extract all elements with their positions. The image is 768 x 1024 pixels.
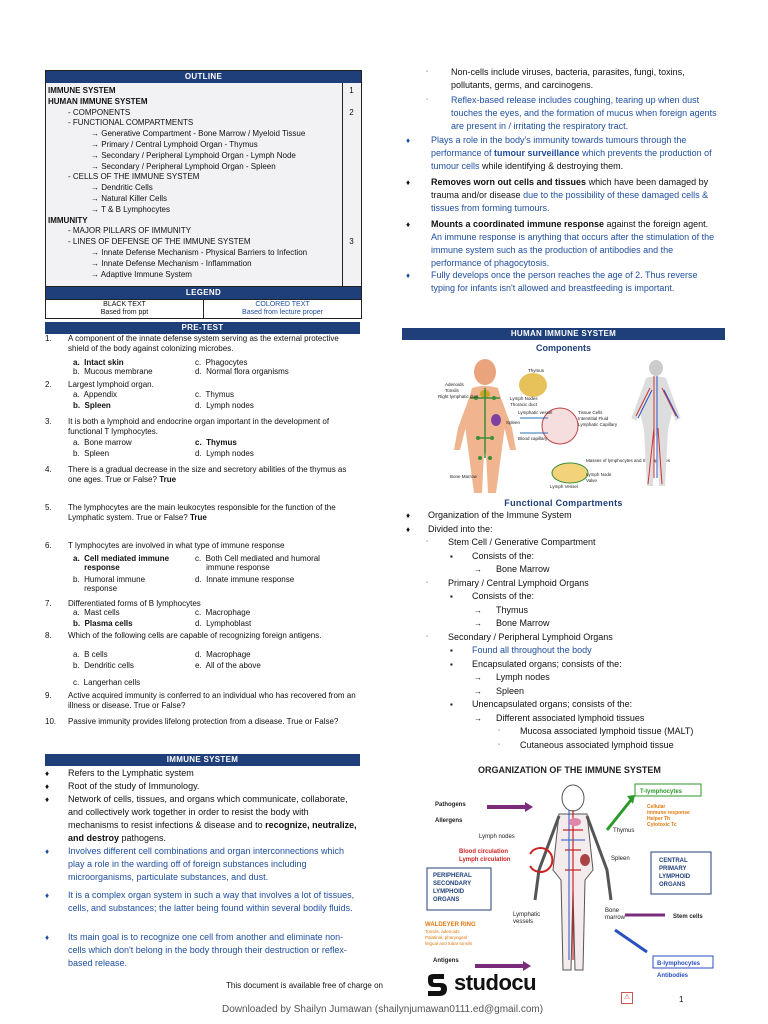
bullet-icon: ♦ <box>406 220 411 229</box>
question-number: 6. <box>45 541 52 550</box>
svg-text:Lymph nodes: Lymph nodes <box>479 834 515 840</box>
bullet-text <box>68 889 358 915</box>
bullet-text-main: Refers to the Lymphatic system <box>68 768 194 778</box>
outline-row: → Innate Defense Mechanism - Physical Barriers to Infection <box>91 248 308 257</box>
answer-choice: b. Spleen <box>73 401 111 410</box>
list-bullet-icon: ▪ <box>450 700 453 709</box>
multiline-label: Lymphatic vessels <box>513 912 541 925</box>
list-bullet-icon: ◦ <box>426 579 429 586</box>
list-item-text: Bone Marrow <box>496 618 550 628</box>
bullet-icon: ♦ <box>45 847 50 856</box>
svg-text:Lymph Vessel: Lymph Vessel <box>550 484 578 489</box>
answer-choice: b. Mucous membrane <box>73 367 153 376</box>
lymph-node-inset <box>552 463 588 483</box>
svg-text:Lymph Nodes: Lymph Nodes <box>510 396 538 401</box>
svg-text:Pathogens: Pathogens <box>435 802 466 808</box>
answer-choice: c. Phagocytes <box>195 358 248 367</box>
outline-row: HUMAN IMMUNE SYSTEM <box>48 96 148 106</box>
bullet-bold: Mounts a coordinated immune response <box>431 219 605 229</box>
question-text <box>68 417 358 437</box>
svg-text:Right lymphatic duct: Right lymphatic duct <box>438 394 479 399</box>
list-bullet-icon: ♦ <box>406 524 411 534</box>
figure-head <box>474 359 496 385</box>
outline-row: → Natural Killer Cells <box>91 194 168 203</box>
bullet-pre: Plays a role in the body's immunity towards tumours through the performance of <box>431 135 687 158</box>
studocu-logo-icon <box>424 972 450 998</box>
svg-text:Spleen: Spleen <box>506 420 521 425</box>
bullet-post2: due to the possibility of these damaged cells & tissues from forming tumours. <box>431 190 709 213</box>
bullet-text <box>431 218 721 270</box>
question-text <box>68 503 358 523</box>
question-body: There is a gradual decrease in the size and secretory abilities of the thymus as one ages. True or False? <box>68 465 347 484</box>
pretest-question <box>45 380 360 420</box>
outline-row: - COMPONENTS <box>68 107 131 117</box>
outline-row: → Primary / Central Lymphoid Organ - Thymus <box>91 140 258 149</box>
list-bullet-icon: → <box>474 673 482 682</box>
svg-text:Thymus: Thymus <box>613 828 635 834</box>
bullet-text <box>68 845 358 884</box>
bullet-text-main: Involves different cell combinations and organ interconnections which play a role in the warding off of foreign substances including microorganisms, particulate substances, and dust. <box>68 846 344 882</box>
bullet-icon: ♦ <box>406 178 411 187</box>
functional-list <box>402 509 725 759</box>
bullet-item <box>45 793 363 853</box>
question-number: 3. <box>45 417 52 426</box>
outline-row: → Innate Defense Mechanism - Inflammation <box>91 258 252 268</box>
answer-choice: a. Bone marrow <box>73 438 132 447</box>
svg-text:Lymphatic Capillary: Lymphatic Capillary <box>578 422 618 427</box>
svg-text:Valve: Valve <box>586 478 597 483</box>
list-item-text: Thymus <box>496 604 529 615</box>
sub-bullet-text: Non-cells include viruses, bacteria, parasites, fungi, toxins, pollutants, germs, and carcinogens. <box>451 67 685 90</box>
answer-choice: b. Plasma cells <box>73 619 133 628</box>
immune-system-section <box>45 767 365 972</box>
outline-row: → Adaptive Immune System <box>91 269 192 279</box>
answer-choice: d. Macrophage <box>195 650 251 659</box>
answer-choice: d. Innate immune response <box>195 575 295 584</box>
answer-choice: c. Thymus <box>195 390 234 399</box>
list-item-text: Stem Cell / Generative Compartment <box>448 537 596 547</box>
svg-text:Blood circulation: Blood circulation <box>459 849 509 855</box>
bullet-post: which have been damaged by trauma and/or disease <box>431 177 709 200</box>
org-head <box>562 785 584 811</box>
question-number: 8. <box>45 631 52 640</box>
footer-available: This document is available free of charge on <box>226 981 383 990</box>
outline-row: IMMUNE SYSTEM <box>48 86 116 95</box>
figure2-head <box>649 360 663 376</box>
bullet-text-main: Network of cells, tissues, and organs which communicate, collaborate, and collectively work together in order to resist the body with mechanisms to resist infections & disease and to <box>68 794 348 830</box>
legend-black-desc: Based from ppt <box>100 309 149 316</box>
footer-downloaded: Downloaded by Shailyn Jumawan (shailynjumawan0111.ed@gmail.com) <box>222 1004 544 1015</box>
svg-text:Tissue Cells: Tissue Cells <box>578 410 603 415</box>
bullet-icon: ♦ <box>45 795 50 804</box>
svg-text:Blood capillary: Blood capillary <box>518 436 548 441</box>
svg-text:Stem cells: Stem cells <box>673 914 703 920</box>
bullet-text <box>68 793 358 845</box>
question-text <box>68 541 358 551</box>
bullet-text <box>68 780 358 793</box>
spleen-shape <box>491 414 501 426</box>
question-body: It is both a lymphoid and endocrine organ important in the development of functional T lymphocytes. <box>68 417 330 436</box>
org-spleen <box>580 854 590 866</box>
bullet-bold: Removes worn out cells and tissues <box>431 177 587 187</box>
svg-text:Antibodies: Antibodies <box>657 973 688 978</box>
question-number: 7. <box>45 599 52 608</box>
bullet-icon: ♦ <box>45 891 50 900</box>
answer-choice: a. B cells <box>73 650 108 659</box>
question-body: Passive immunity provides lifelong protection from a disease. True or False? <box>68 717 339 726</box>
question-body: Active acquired immunity is conferred to an individual who has recovered from an illness or disease. True or False? <box>68 691 356 710</box>
svg-text:B-lymphocytes: B-lymphocytes <box>657 961 701 967</box>
list-bullet-icon: ◦ <box>498 741 501 748</box>
outline-header: OUTLINE <box>46 71 361 83</box>
bullet-icon: ♦ <box>406 271 411 280</box>
svg-text:Antigens: Antigens <box>433 958 459 964</box>
svg-text:Lymph circulation: Lymph circulation <box>459 857 511 863</box>
bullet-text <box>68 931 358 970</box>
human-immune-header: HUMAN IMMUNE SYSTEM <box>402 328 725 340</box>
bullet-text <box>68 767 358 780</box>
list-item-text: Primary / Central Lymphoid Organs <box>448 577 589 588</box>
bullet-post: which prevents the production of tumour cells <box>431 148 712 171</box>
t-lymph-arrow <box>607 800 631 830</box>
bullet-text-main: Root of the study of Immunology. <box>68 781 200 791</box>
answer-choice: d. Lymphoblast <box>195 619 252 628</box>
immune-system-header: IMMUNE SYSTEM <box>45 754 360 766</box>
bullet-plain: Fully develops once the person reaches the age of 2. Thus reverse typing for infants isn't allowed and breastfeeding is important. <box>431 270 698 293</box>
question-number: 10. <box>45 717 57 726</box>
list-item-text: Lymph nodes <box>496 672 550 682</box>
bullet-icon: ♦ <box>45 782 50 791</box>
svg-text:Thoracic duct: Thoracic duct <box>510 402 538 407</box>
figure2-title: ORGANIZATION OF THE IMMUNE SYSTEM <box>478 765 661 775</box>
svg-text:Tonsils: Tonsils <box>445 388 459 393</box>
question-text <box>68 717 358 727</box>
list-bullet-icon: → <box>474 619 482 628</box>
list-bullet-icon: ▪ <box>450 646 453 655</box>
multiline-label: PERIPHERAL SECONDARY LYMPHOID ORGANS <box>433 873 472 903</box>
multiline-label: Bone marrow <box>605 908 626 921</box>
legend-black <box>46 300 203 318</box>
answer-choice: d. Lymph nodes <box>195 401 254 410</box>
question-body: Largest lymphoid organ. <box>68 380 154 389</box>
outline-row: - LINES OF DEFENSE OF THE IMMUNE SYSTEM <box>68 237 251 247</box>
answer-choice: d. Normal flora organisms <box>195 367 289 376</box>
b-lymph-arrow <box>615 930 647 952</box>
page-number: 1 <box>679 995 684 1004</box>
sub-bullet-text: Reflex-based release includes coughing, tearing up when dust touches the eyes, and the formation of mucus when foreign agents are present in / irritating the respiratory tract. <box>451 95 717 131</box>
answer-choice: a. Mast cells <box>73 608 120 617</box>
list-bullet-icon: → <box>474 605 482 615</box>
bullet-post: against the foreign agent. <box>604 219 709 229</box>
outline-page-number: 1 <box>349 86 354 95</box>
functional-header: Functional Compartments <box>402 497 725 509</box>
bullet-bold: tumour surveillance <box>494 148 580 158</box>
list-bullet-icon: ◦ <box>498 728 501 734</box>
bullet-text <box>431 176 721 215</box>
multiline-label: CENTRAL PRIMARY LYMPHOID ORGANS <box>659 858 691 888</box>
outline-page-number: 2 <box>349 107 354 117</box>
list-bullet-icon: ▪ <box>450 659 453 669</box>
answer-choice: c. Langerhan cells <box>73 678 141 687</box>
list-item-text: Consists of the: <box>472 550 535 561</box>
question-text <box>68 465 358 485</box>
components-header: Components <box>402 342 725 355</box>
answer-choice: e. All of the above <box>195 661 261 670</box>
svg-text:Interstitial Fluid: Interstitial Fluid <box>578 416 609 421</box>
org-thymus <box>569 818 581 826</box>
pretest-question <box>45 717 360 757</box>
bullet-tail: pathogens. <box>119 833 167 843</box>
list-item-text: Spleen <box>496 685 525 696</box>
list-item-text: Organization of the Immune System <box>428 510 572 520</box>
right-top-section <box>402 66 725 316</box>
outline-page-number: 3 <box>349 237 354 247</box>
bullet-icon: ♦ <box>406 136 411 145</box>
sub-bullet-icon: ◦ <box>426 97 429 103</box>
bullet-icon: ♦ <box>45 933 50 942</box>
answer-choice: b. Humoral immune response <box>73 575 146 593</box>
outline-table <box>45 70 362 319</box>
bullet-text <box>431 134 721 173</box>
list-bullet-icon: ◦ <box>426 539 429 545</box>
legend-header: LEGEND <box>46 286 361 299</box>
multiline-label: Cellular immune response Helper Th Cytotoxic Tc <box>647 804 690 828</box>
list-bullet-icon: ▪ <box>450 592 453 601</box>
question-text <box>68 631 358 641</box>
pretest-question <box>45 465 360 505</box>
list-item-text: Secondary / Peripheral Lymphoid Organs <box>448 631 613 642</box>
bullet-bold: recognize, neutralize, and destroy <box>68 820 357 843</box>
svg-text:Bone Marrow: Bone Marrow <box>450 474 477 479</box>
question-text <box>68 334 358 354</box>
organization-figure <box>425 780 725 978</box>
studocu-brand[interactable]: studocu <box>454 970 537 995</box>
bullet-text <box>431 269 721 295</box>
bullet-icon: ♦ <box>45 769 50 778</box>
list-bullet-icon: ◦ <box>426 633 429 640</box>
sub-bullet-icon: ◦ <box>426 69 429 75</box>
list-item-text: Different associated lymphoid tissues <box>496 712 645 723</box>
list-bullet-icon: ▪ <box>450 551 453 561</box>
question-body: The lymphocytes are the main leukocytes responsible for the function of the Lymphatic system. True or False? <box>68 503 336 522</box>
svg-text:WALDEYER RING: WALDEYER RING <box>425 922 476 928</box>
answer-choice: c. Both Cell mediated and humoral immune response <box>195 554 320 572</box>
outline-row: - FUNCTIONAL COMPARTMENTS <box>68 118 194 128</box>
answer-choice: a. Cell mediated immune response <box>73 554 170 572</box>
list-item-text: Divided into the: <box>428 523 493 534</box>
outline-row: → Secondary / Peripheral Lymphoid Organ - Lymph Node <box>91 150 296 160</box>
question-number: 2. <box>45 380 52 389</box>
svg-text:Masses of lymphocytes and macr: Masses of lymphocytes and macrophages <box>586 458 671 463</box>
outline-body <box>46 83 361 286</box>
legend-colored-title: COLORED TEXT <box>255 301 310 308</box>
question-text <box>68 691 358 711</box>
list-item-text: Consists of the: <box>472 591 535 601</box>
legend-row <box>46 299 361 318</box>
question-answer: True <box>159 475 177 484</box>
list-bullet-icon: → <box>474 686 482 696</box>
svg-text:T-lymphocytes: T-lymphocytes <box>640 789 683 795</box>
thymus-inset <box>519 373 547 397</box>
stamp-icon: ⚠ <box>621 992 633 1004</box>
answer-choice: c. Macrophage <box>195 608 251 617</box>
answer-choice: c. Thymus <box>195 438 237 447</box>
bullet-text-main: It is a complex organ system in such a way that involves a lot of tissues, cells, and substances; the latter being found within several bodily fluids. <box>68 890 355 913</box>
bullet-post2: An immune response is anything that occurs after the stimulation of the immune system such as the production of antibodies and the performance of phagocytosis. <box>431 232 715 268</box>
outline-row: - CELLS OF THE IMMUNE SYSTEM <box>68 172 200 182</box>
pretest-header: PRE-TEST <box>45 322 360 334</box>
svg-text:Adenoids: Adenoids <box>445 382 464 387</box>
bullet-text-main: Its main goal is to recognize one cell from another and eliminate non-cells which don't belong in the body through their destruction or reflex-based release. <box>68 932 347 968</box>
outline-row: → Dendritic Cells <box>91 183 153 193</box>
list-item-text: Cutaneous associated lymphoid tissue <box>520 739 674 750</box>
svg-text:Lymphatic vessel: Lymphatic vessel <box>518 410 553 415</box>
outline-row: IMMUNITY <box>48 215 88 225</box>
question-body: Which of the following cells are capable of recognizing foreign antigens. <box>68 631 322 640</box>
answer-choice: a. Appendix <box>73 390 118 399</box>
legend-black-title: BLACK TEXT <box>103 301 146 308</box>
svg-text:Lymph Node: Lymph Node <box>586 472 612 477</box>
list-item-text: Found all throughout the body <box>472 645 592 655</box>
question-answer: True <box>189 513 207 522</box>
outline-row: → T & B Lymphocytes <box>91 204 170 214</box>
outline-row: → Generative Compartment - Bone Marrow / Myeloid Tissue <box>91 129 306 139</box>
bullet-post2: while identifying & destroying them. <box>482 161 624 171</box>
lymphatic-system-figure <box>410 358 720 494</box>
question-body: A component of the innate defense system serving as the external protective shield of the body against colonizing microbes. <box>68 334 339 353</box>
legend-colored <box>203 300 361 318</box>
list-bullet-icon: ♦ <box>406 511 411 520</box>
outline-row: - MAJOR PILLARS OF IMMUNITY <box>68 226 192 236</box>
legend-colored-desc: Based from lecture proper <box>242 309 323 316</box>
question-body: Differentiated forms of B lymphocytes <box>68 599 201 608</box>
question-number: 5. <box>45 503 52 512</box>
multiline-label: Tonsils, adenoids Palatinal, pharyngeal lingual and tubar tonsils <box>425 929 473 946</box>
list-item-text: Unencapsulated organs; consists of the: <box>472 699 633 709</box>
question-number: 1. <box>45 334 52 343</box>
question-text <box>68 380 358 390</box>
list-item-text: Bone Marrow <box>496 564 550 574</box>
list-bullet-icon: → <box>474 565 482 574</box>
svg-text:Thymus: Thymus <box>528 368 545 373</box>
list-bullet-icon: → <box>474 713 482 723</box>
pretest-question <box>45 503 360 543</box>
question-number: 4. <box>45 465 52 474</box>
pretest-section <box>45 334 360 749</box>
question-number: 9. <box>45 691 52 700</box>
question-body: T lymphocytes are involved in what type of immune response <box>68 541 285 550</box>
svg-text:Spleen: Spleen <box>611 856 630 862</box>
list-item-text: Encapsulated organs; consists of the: <box>472 658 622 669</box>
svg-text:Allergens: Allergens <box>435 818 463 824</box>
list-item-text: Mucosa associated lymphoid tissue (MALT) <box>520 726 694 736</box>
answer-choice: d. Lymph nodes <box>195 449 254 458</box>
answer-choice: b. Spleen <box>73 449 110 458</box>
answer-choice: a. Intact skin <box>73 358 124 367</box>
outline-row: → Secondary / Peripheral Lymphoid Organ - Spleen <box>91 161 276 171</box>
answer-choice: b. Dendritic cells <box>73 661 134 670</box>
